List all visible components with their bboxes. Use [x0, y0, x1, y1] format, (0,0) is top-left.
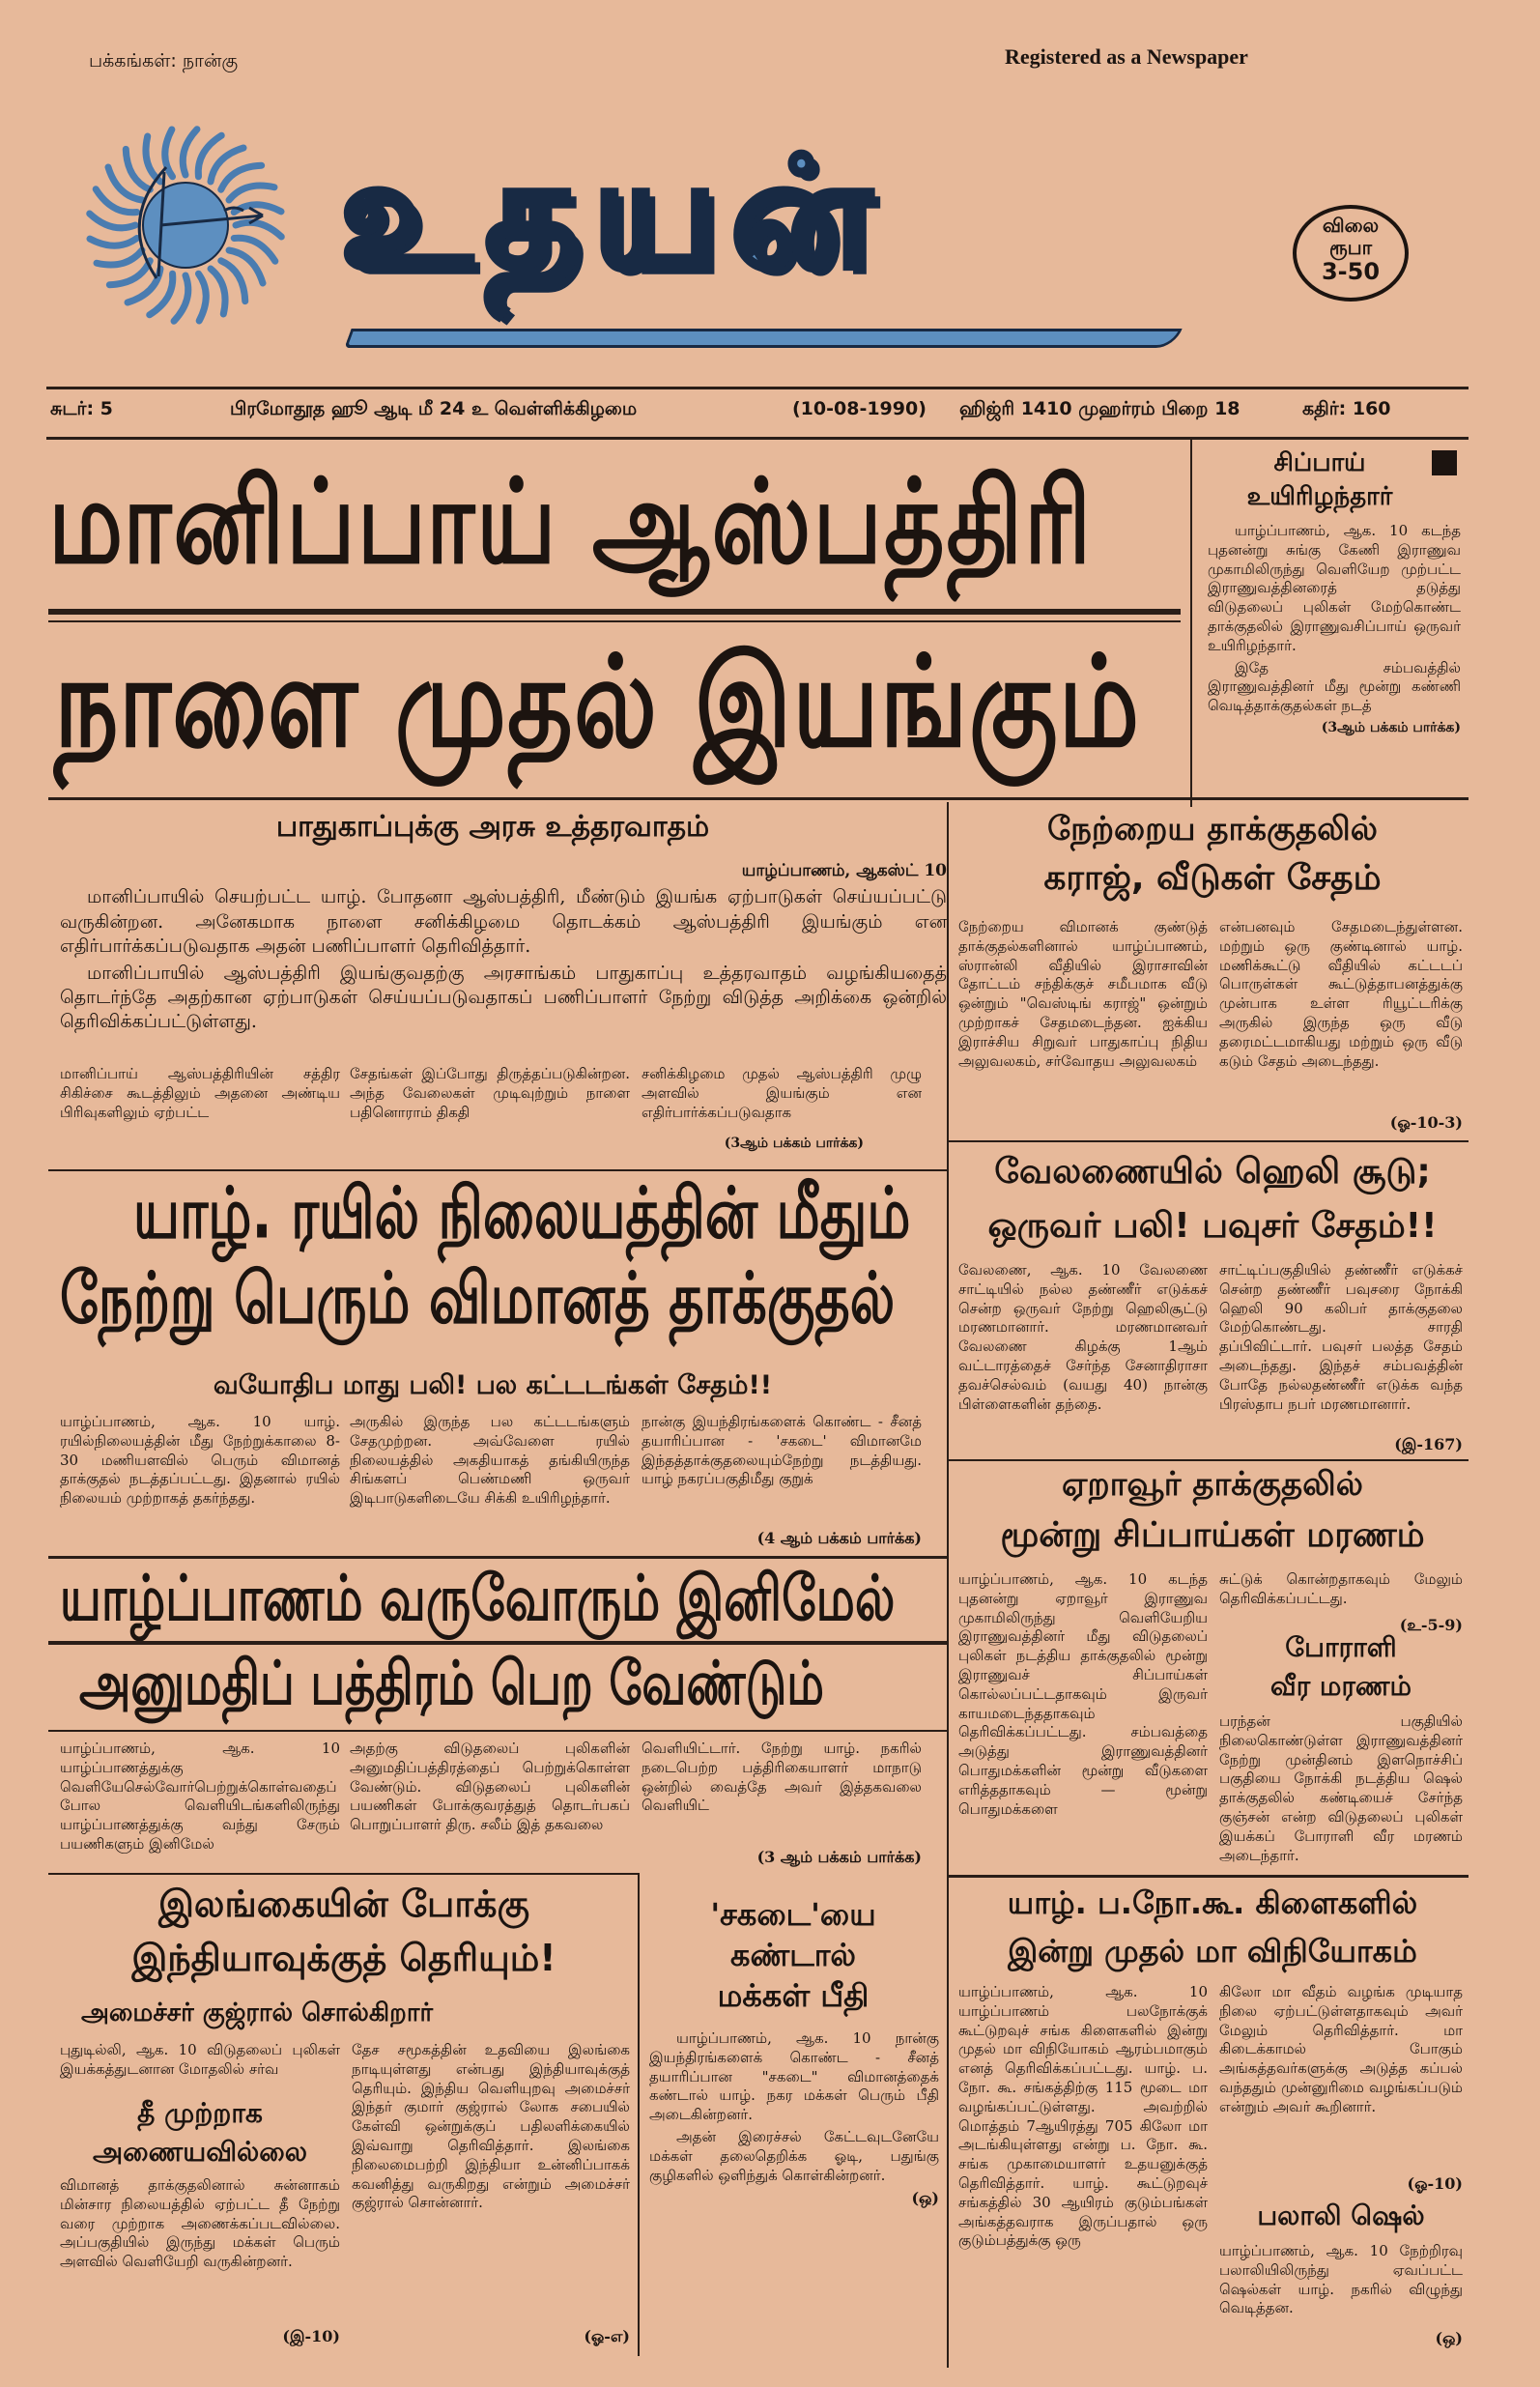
permit-mid-rule — [48, 1641, 947, 1645]
palali-text: யாழ்ப்பாணம், ஆக. 10 நேற்றிரவு பலாலியிலிருந்து ஏவப்பட்ட ஷெல்கள் யாழ். நகரில் விழுந்து வெடித்தன. — [1219, 2242, 1463, 2317]
eravur-headline-1: ஏறாவூர் தாக்குதலில் — [1062, 1465, 1363, 1504]
permit-ref: (3 ஆம் பக்கம் பார்க்க) — [756, 1848, 922, 1866]
sun-ray — [198, 273, 206, 321]
rail-col-1: யாழ்ப்பாணம், ஆக. 10 யாழ். ரயில்நிலையத்தின் மீது நேற்றுக்காலை 8-30 மணியளவில் பெரும் விமானத் தாக்குதல் நடத்தப்பட்டது. இதனால் ரயில் நிலையம் முற்றாகத் தகர்ந்தது. — [60, 1413, 340, 1508]
sun-ray — [96, 189, 137, 213]
garage-col-2: என்பனவும் சேதமடைந்துள்ளன. மற்றும் ஒரு குண்டினால் யாழ். மணிக்கூட்டு வீதியில் கட்டடப் பொருள்கள் கூட்டுத்தாபனத்துக்கு முன்பாக உள்ள ரியூட்டரிக்கு அருகில் இருந்த ஒரு வீடு தரைமட்டமாகியது மற்றும் ஒரு வீடு கடும் சேதம் அடைந்தது. — [1219, 918, 1463, 1070]
sipaai-headline: சிப்பாய் உயிரிழந்தார் — [1246, 448, 1393, 512]
sun-ray — [211, 269, 225, 314]
eravur-col-2: சுட்டுக் கொன்றதாகவும் மேலும் தெரிவிக்கப்பட்டது. — [1219, 1570, 1463, 1607]
price-line3: 3-50 — [1321, 258, 1381, 285]
flour-headline-1: யாழ். ப.நோ.கூ. கிளைகளில் — [1007, 1884, 1418, 1921]
sun-ray — [90, 238, 137, 245]
india-ref-2: (ஓ-எ) — [584, 2327, 630, 2345]
page-label: பக்கங்கள்: நான்கு — [89, 50, 239, 72]
velanai-ref: (இ-167) — [1394, 1435, 1463, 1453]
sakadai-text-2: அதன் இரைச்சல் கேட்டவுடனேயே மக்கள் தலைதெறிக்க ஓடி, பதுங்கு குழிகளில் ஒளிந்துக் கொள்கின்றனர். — [649, 2127, 939, 2184]
registered-label: Registered as a Newspaper — [1005, 44, 1248, 69]
permit-headline-1: யாழ்ப்பாணம் வருவோரும் இனிமேல் — [60, 1562, 896, 1635]
porali-headline-2: வீர மரணம் — [1269, 1670, 1412, 1702]
lead-ref: (3ஆம் பக்கம் பார்க்க) — [724, 1136, 864, 1151]
lead-para-1: மானிப்பாயில் செயற்பட்ட யாழ். போதனா ஆஸ்பத்திரி, மீண்டும் இயங்க ஏற்பாடுகள் செய்யப்பட்டு வருகின்றன. அனேகமாக நாளை சனிக்கிழமை தொடக்கம் ஆஸ்பத்திரி இயங்கும் என எதிர்பார்க்கப்படுவதாக அதன் பணிப்பாளர் தெரிவித்தார். — [60, 886, 947, 957]
flour-rule — [949, 1875, 1469, 1878]
tamil-date: பிரமோதூத ஹூ ஆடி மீ 24 உ வெள்ளிக்கிழமை — [230, 398, 638, 419]
permit-headline-2: அனுமதிப் பத்திரம் பெற வேண்டும் — [79, 1649, 824, 1719]
sun-ray — [198, 135, 221, 177]
sipaai-ref: (3ஆம் பக்கம் பார்க்க) — [1321, 719, 1461, 735]
india-sub2a: தீ முற்றாக — [137, 2097, 263, 2129]
sakadai-text-1: யாழ்ப்பாணம், ஆக. 10 நான்கு இயந்திரங்களைக் கொண்ட - சீனத் தயாரிப்பான "சகடை" விமானத்தைக் கண்டால் யாழ். நகர மக்கள் பெரும் பீதி அடைகின்றனர். — [649, 2029, 939, 2124]
rail-top-rule — [48, 1169, 947, 1171]
sun-ray — [150, 273, 173, 315]
issue-date: (10-08-1990) — [792, 398, 927, 419]
lead-headline-rule-3 — [48, 797, 1469, 800]
palali-ref: (ஒ) — [1435, 2329, 1463, 2347]
hijri-date: ஹிஜ்ரி 1410 முஹர்ரம் பிறை 18 — [959, 398, 1241, 419]
rail-ref: (4 ஆம் பக்கம் பார்க்க) — [756, 1529, 922, 1547]
sun-ray — [183, 129, 197, 175]
center-column-rule — [947, 802, 949, 2368]
dateline-top-rule — [46, 387, 1469, 389]
sakadai-body — [649, 2029, 939, 2208]
eravur-headline-2: மூன்று சிப்பாய்கள் மரணம் — [1000, 1515, 1425, 1555]
flour-col-1: யாழ்ப்பாணம், ஆக. 10 யாழ்ப்பாணம் பலநோக்குக் கூட்டுறவுச் சங்க கிளைகளில் இன்று முதல் மா விநியோகம் ஆரம்பமாகும் எனத் தெரிவிக்கப்பட்டது. யாழ். ப. நோ. கூ. சங்கத்திற்கு 115 மூடை மா வழங்கப்பட்டுள்ளது. அவற்றில் மொத்தம் 7ஆயிரத்து 705 கிலோ மா அடங்கியுள்ளது என்று ப. நோ. கூ. சங்க முகாமையாளர் உதயனுக்குத் தெரிவித்தார். யாழ். கூட்டுறவுச் சங்கத்தில் 30 ஆயிரம் குடும்பங்கள் அங்கத்தவராக இருப்பதால் ஒரு குடும்பத்துக்கு ஒரு — [958, 1983, 1208, 2250]
price-line2: ரூபா — [1328, 236, 1373, 259]
velanai-headline-2: ஒருவர் பலி! பவுசர் சேதம்!! — [987, 1206, 1438, 1246]
sun-ray — [229, 186, 274, 200]
lead-headline-rule-1 — [48, 609, 1181, 615]
india-sakadai-rule — [638, 1873, 640, 2356]
masthead-title: உதயன் — [340, 126, 885, 302]
eravur-rule — [949, 1459, 1469, 1461]
sun-ray — [236, 222, 281, 237]
flour-headline-2: இன்று முதல் மா விநியோகம் — [1008, 1933, 1417, 1970]
sipaai-body — [1208, 522, 1461, 736]
price-line1: விலை — [1322, 214, 1380, 237]
permit-col-2: அதற்கு விடுதலைப் புலிகளின் அனுமதிப்பத்திரத்தைப் பெற்றுக்கொள்ள வேண்டும். விடுதலைப் புலிகளின் பயணிகள் போக்குவரத்துத் தொடர்பகப் பொறுப்பாளர் திரு. சலீம் இத் தகவலை — [350, 1740, 630, 1834]
india-subhead: அமைச்சர் குஜ்ரால் சொல்கிறார் — [80, 1999, 434, 2028]
masthead-underline — [344, 329, 1182, 348]
sun-ray — [234, 238, 275, 261]
lead-col-3: சனிக்கிழமை முதல் ஆஸ்பத்திரி முழு அளவில் இயங்கும் என எதிர்பார்க்கப்படுவதாக — [642, 1065, 922, 1121]
sipaai-marker — [1432, 450, 1457, 475]
eravur-ref: (உ-5-9) — [1399, 1616, 1463, 1634]
india-rule — [48, 1873, 638, 1875]
flour-ref: (ஓ-10) — [1407, 2174, 1463, 2193]
sudar-label: சுடர்: 5 — [50, 398, 113, 419]
sun-ray — [90, 214, 135, 228]
velanai-col-2: சாட்டிப்பகுதியில் தண்ணீர் எடுக்கச் சென்ற தண்ணீர் பவுசரை நோக்கி ஹெலி 90 கலிபர் தாக்குதலை மேற்கொண்டது. சாரதி தப்பிவிட்டார். பவுசர் பலத்த சேதம் அடைந்தது. இந்தச் சம்பவத்தின் போதே நல்லதண்ணீர் எடுக்க வந்த பிரஸ்தாப நபர் மரணமானார். — [1219, 1261, 1463, 1413]
sakadai-headline-2: கண்டால் — [730, 1937, 856, 1973]
garage-headline-2: கராஜ், வீடுகள் சேதம் — [1043, 858, 1382, 898]
india-col-1b: விமானத் தாக்குதலினால் சுன்னாகம் மின்சார நிலையத்தில் ஏற்பட்ட தீ நேற்று வரை முற்றாக அணைக்கப்படவில்லை. அப்பகுதியில் இருந்து மக்கள் பெரும் அளவில் வெளியேறி வருகின்றனர். — [60, 2176, 340, 2271]
sun-ray — [174, 275, 188, 321]
price-badge — [1293, 205, 1409, 302]
sakadai-ref: (ஒ) — [911, 2189, 939, 2208]
kathir-label: கதிர்: 160 — [1302, 398, 1391, 419]
velanai-rule — [949, 1140, 1469, 1142]
permit-col-1: யாழ்ப்பாணம், ஆக. 10 யாழ்ப்பாணத்துக்கு வெளியேசெல்வோர்பெற்றுக்கொள்வதைப் போல வெளியிடங்களிலிருந்து யாழ்ப்பாணத்துக்கு வந்து சேரும் பயணிகளும் இனிமேல் — [60, 1740, 340, 1853]
lead-col-2: சேதங்கள் இப்போது திருத்தப்படுகின்றன. அந்த வேலைகள் முடிவுற்றும் நாளை பதினொராம் திகதி — [350, 1065, 630, 1121]
eravur-col-1: யாழ்ப்பாணம், ஆக. 10 கடந்த புதனன்று ஏறாவூர் இராணுவ முகாமிலிருந்து வெளியேறிய இராணுவத்தினர் மீது விடுதலைப் புலிகள் நடத்திய தாக்குதலில் மூன்று இராணுவச் சிப்பாய்கள் கொல்லப்பட்டதாகவும் இருவர் காயமடைந்ததாகவும் தெரிவிக்கப்பட்டது. சம்பவத்தை அடுத்து இராணுவத்தினர் பொதுமக்களின் மூன்று வீடுகளை எரித்ததாகவும் — மூன்று பொதுமக்களை — [958, 1570, 1208, 1818]
india-ref-1: (இ-10) — [282, 2327, 340, 2345]
garage-col-1: நேற்றைய விமானக் குண்டுத் தாக்குதல்களினால் யாழ்ப்பாணம், ஸ்ரான்லி வீதியில் இராசாவின் தோட்டம் சந்திக்குச் சமீபமாக வீடு ஒன்றும் "வெஸ்டிங் கராஜ்" ஒன்றும் முற்றாகச் சேதமடைந்தன. ஐக்கிய இராச்சிய சிறுவர் பாதுகாப்பு நிதிய அலுவலகம், சர்வோதய அலுவலகம் — [958, 918, 1208, 1070]
lead-headline-rule-2 — [48, 620, 1181, 622]
lead-dateline: யாழ்ப்பாணம், ஆகஸ்ட் 10 — [741, 861, 947, 880]
porali-text: பரந்தன் பகுதியில் நிலைகொண்டுள்ள இராணுவத்தினர் நேற்று முன்தினம் இளநொச்சிப் பகுதியை நோக்கி நடத்திய ஷெல் தாக்குதலில் கண்டியைச் சேர்ந்த குஞ்சன் என்ற விடுதலைப் புலிகள் இயக்கப் போராளி வீர மரணம் அடைந்தார். — [1219, 1712, 1463, 1864]
lead-body — [60, 860, 947, 1037]
porali-headline-1: போராளி — [1285, 1631, 1397, 1663]
india-col-1: புதுடில்லி, ஆக. 10 விடுதலைப் புலிகள் இயக்கத்துடனான மோதலில் சர்வ — [60, 2041, 340, 2078]
sipaai-para-1: யாழ்ப்பாணம், ஆக. 10 கடந்த புதனன்று சுங்கு கேணி இராணுவ முகாமிலிருந்து வெளியேற முற்பட்ட இராணுவத்தினரைத் தடுத்து விடுதலைப் புலிகள் மேற்கொண்ட தாக்குதலில் இராணுவசிப்பாய் ஒருவர் உயிரிழந்தார். — [1208, 522, 1461, 654]
dateline-bottom-rule — [46, 437, 1469, 440]
lead-subhead: பாதுகாப்புக்கு அரசு உத்தரவாதம் — [275, 810, 710, 844]
india-headline-1: இலங்கையின் போக்கு — [157, 1883, 530, 1925]
india-headline-2: இந்தியாவுக்குத் தெரியும்! — [131, 1937, 556, 1979]
rail-col-2: அருகில் இருந்த பல கட்டடங்களும் சேதமுற்றன. அவ்வேளை ரயில் நிலையத்தில் அகதியாகத் தங்கியிருந்த சிங்களப் பெண்மணி ஒருவர் இடிபாடுகளிடையே சிக்கி உயிரிழந்தார். — [350, 1413, 630, 1508]
garage-ref: (ஓ-10-3) — [1389, 1113, 1463, 1132]
lead-col-1: மானிப்பாய் ஆஸ்பத்திரியின் சத்திர சிகிச்சை கூடத்திலும் அதனை அண்டிய பிரிவுகளிலும் ஏற்பட்ட — [60, 1065, 340, 1121]
rail-headline-1: யாழ். ரயில் நிலையத்தின் மீதும் — [133, 1173, 911, 1255]
right-column-rule — [1190, 440, 1192, 807]
velanai-col-1: வேலணை, ஆக. 10 வேலணை சாட்டியில் நல்ல தண்ணீர் எடுக்கச் சென்ற ஒருவர் நேற்று ஹெலிசூட்டு மரணமானார். மரணமானவர் வேலணை கிழக்கு 1ஆம் வட்டாரத்தைச் சேர்ந்த சேனாதிராசா தவச்செல்வம் (வயது 40) நான்கு பிள்ளைகளின் தந்தை. — [958, 1261, 1208, 1413]
lead-para-2: மானிப்பாயில் ஆஸ்பத்திரி இயங்குவதற்கு அரசாங்கம் பாதுகாப்பு உத்தரவாதம் வழங்கியதைத் தொடர்ந்தே அதற்கான ஏற்பாடுகள் செய்யப்படுவதாகப் பணிப்பாளர் நேற்று விடுத்த அறிக்கை ஒன்றில் தெரிவிக்கப்பட்டுள்ளது. — [60, 962, 947, 1032]
velanai-headline-1: வேலணையில் ஹெலி சூடு; — [994, 1152, 1431, 1192]
garage-headline-1: நேற்றைய தாக்குதலில் — [1046, 810, 1379, 848]
sakadai-headline-1: 'சகடை'யை — [710, 1896, 876, 1933]
sun-bow-logo — [79, 114, 292, 336]
sakadai-headline-3: மக்கள் பீதி — [717, 1977, 870, 2014]
sun-ray — [97, 250, 142, 265]
rail-subhead: வயோதிப மாது பலி! பல கட்டடங்கள் சேதம்!! — [213, 1370, 773, 1400]
india-sub2b: அணையவில்லை — [92, 2136, 308, 2168]
dateline-bar — [46, 394, 1469, 433]
flour-col-2: கிலோ மா வீதம் வழங்க முடியாத நிலை ஏற்பட்டுள்ளதாகவும் அவர் மேலும் தெரிவித்தார். மா கிடைக்காமல் போகும் அங்கத்தவர்களுக்கு அடுத்த கப்பல் வந்ததும் முன்னுரிமை வழங்கப்படும் என்றும் அவர் கூறினார். — [1219, 1983, 1463, 2115]
lead-headline-1: மானிப்பாய் ஆஸ்பத்திரி — [48, 454, 1094, 590]
sipaai-para-2: இதே சம்பவத்தில் இராணுவத்தினர் மீது மூன்று கண்ணி வெடித்தாக்குதல்கள் நடத் — [1208, 658, 1461, 715]
india-col-2: தேச சமூகத்தின் உதவியை இலங்கை நாடியுள்ளது என்பது இந்தியாவுக்குத் தெரியும். இந்திய வெளியுறவு அமைச்சர் இந்தர் குமார் குஜ்ரால் லோக சபையில் கேள்வி ஒன்றுக்குப் பதிலளிக்கையில் இவ்வாறு தெரிவித்தார். இலங்கை நிலைமைபற்றி இந்தியா உன்னிப்பாகக் கவனித்து வருகிறது என்றும் அமைச்சர் குஜ்ரால் சொன்னார். — [352, 2041, 630, 2212]
permit-bottom-rule — [48, 1730, 947, 1732]
permit-col-3: வெளியிட்டார். நேற்று யாழ். நகரில் நடைபெற்ற பத்திரிகையாளர் மாநாடு ஒன்றில் வைத்தே அவர் இத்தகவலை வெளியிட் — [642, 1740, 922, 1815]
lead-headline-2: நாளை முதல் இயங்கும் — [54, 628, 1141, 776]
sun-ray — [165, 129, 173, 177]
rail-col-3: நான்கு இயந்திரங்களைக் கொண்ட - சீனத் தயாரிப்பான - 'சகடை' விமானமே இந்தத்தாக்குதலையும்நேற்று நடத்தியது. யாழ் நகரப்பகுதிமீது குறுக் — [642, 1413, 922, 1488]
permit-top-rule — [48, 1556, 947, 1559]
palali-headline: பலாலி ஷெல் — [1257, 2200, 1425, 2231]
rail-headline-2: நேற்று பெரும் விமானத் தாக்குதல் — [60, 1258, 896, 1340]
